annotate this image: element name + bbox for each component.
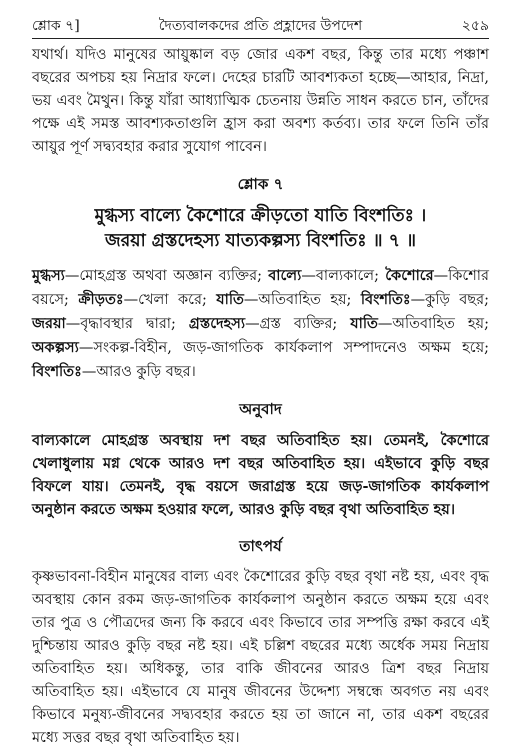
chapter-title: দৈত্যবালকদের প্রতি প্রহ্লাদের উপদেশ [158, 18, 363, 34]
synonym-term: গ্রস্তদেহস্য [188, 315, 246, 332]
synonym-term: ক্রীড়তঃ [78, 291, 124, 308]
page-content [32, 44, 489, 750]
synonym-term: জরয়া [32, 315, 66, 332]
synonym-meaning: —বাল্যকালে; [301, 268, 386, 284]
synonym-meaning: —কিশোর বয়সে; [32, 268, 489, 308]
synonym-term: যাতি [350, 315, 378, 332]
translation-paragraph: বাল্যকালে মোহগ্রস্ত অবস্থায় দশ বছর অতিবাহিত হয়। তেমনই, কৈশোরে খেলাধুলায় মগ্ন থেকে আরও দশ বছর অতিবাহিত হয়। এইভাবে কুড়ি বছর বিফলে যায়। তেমনই, বৃদ্ধ বয়সে জরাগ্রস্ত হয়ে জড়-জাগতিক কার্যকলাপ অনুষ্ঠান করতে অক্ষম হওয়ার ফলে, আরও কুড়ি বছর বৃথা অতিবাহিত হয়। [32, 432, 489, 518]
synonym-meaning: —মোহগ্রস্ত অথবা অজ্ঞান ব্যক্তির; [64, 268, 269, 284]
synonym-term: বিংশতিঃ [360, 291, 411, 308]
verse-line-1: মুগ্ধস্য বাল্যে কৈশোরে ক্রীড়তো যাতি বিংশতিঃ । [94, 206, 427, 226]
synonym-term: বিংশতিঃ [32, 363, 82, 380]
synonym-meaning: —গ্রস্ত ব্যক্তির; [245, 316, 351, 332]
synonym-term: কৈশোরে [385, 267, 434, 284]
synonym-term: অকল্পস্য [32, 339, 79, 356]
verse-reference: শ্লোক ৭] [32, 18, 80, 34]
synonym-meaning: —খেলা করে; [123, 292, 217, 308]
synonym-term: বাল্যে [268, 267, 302, 284]
translation-heading: অনুবাদ [239, 400, 282, 418]
page-number: ২৫৯ [461, 18, 489, 34]
synonym-meaning: —অতিবাহিত হয়; [377, 316, 489, 332]
synonym-meaning: —কুড়ি বছর; [410, 292, 489, 308]
verse-line-2: জরয়া গ্রস্তদেহস্য যাত্যকল্পস্য বিংশতিঃ ॥ ৭ ॥ [105, 231, 416, 251]
purport-paragraph: কৃষ্ণভাবনা-বিহীন মানুষের বাল্য এবং কৈশোরের কুড়ি বছর বৃথা নষ্ট হয়, এবং বৃদ্ধ অবস্থায় কোন রকম জড়-জাগতিক কার্যকলাপ অনুষ্ঠান করতে অক্ষম হয়ে এবং তার পুত্র ও পৌত্রদের জন্য কি করবে এবং কিভাবে তার সম্পত্তি রক্ষা করবে এই দুশ্চিন্তায় আরও কুড়ি বছর নষ্ট হয়। এই চল্লিশ বছরের মধ্যে অর্ধেক সময় নিদ্রায় অতিবাহিত হয়। অধিকন্তু, তার বাকি জীবনের আরও ত্রিশ বছর নিদ্রায় অতিবাহিত হয়। এইভাবে যে মানুষ জীবনের উদ্দেশ্য সম্বন্ধে অবগত নয় এবং কিভাবে মনুষ্য-জীবনের সদ্ব্যবহার করতে হয় তা জানে না, তার একশ বছরের মধ্যে সত্তর বছর বৃথা অতিবাহিত হয়। [32, 569, 489, 746]
synonym-term: যাতি [216, 291, 244, 308]
synonyms-paragraph [32, 264, 489, 384]
verse-heading: শ্লোক ৭ [237, 175, 284, 193]
header-rule [32, 38, 489, 39]
intro-paragraph: যথার্থ। যদিও মানুষের আয়ুষ্কাল বড় জোর একশ বছর, কিন্তু তার মধ্যে পঞ্চাশ বছরের অপচয় হয় নিদ্রার ফলে। দেহের চারটি আবশ্যকতা হচ্ছে—আহার, নিদ্রা, ভয় এবং মৈথুন। কিন্তু যাঁরা আধ্যাত্মিক চেতনায় উন্নতি সাধন করতে চান, তাঁদের পক্ষে এই সমস্ত আবশ্যকতাগুলি হ্রাস করা অবশ্য কর্তব্য। তার ফলে তিনি তাঁর আয়ুর পূর্ণ সদ্ব্যবহার করার সুযোগ পাবেন। [32, 47, 489, 155]
synonym-meaning: —আরও কুড়ি বছর। [81, 364, 196, 380]
synonym-meaning: —বৃদ্ধাবস্থার দ্বারা; [65, 316, 189, 332]
purport-heading: তাৎপর্য [239, 537, 282, 555]
synonym-meaning: —অতিবাহিত হয়; [243, 292, 361, 308]
synonym-term: মুগ্ধস্য [32, 267, 65, 284]
page-header [32, 14, 489, 36]
synonym-meaning: —সংকল্প-বিহীন, জড়-জাগতিক কার্যকলাপ সম্পাদনেও অক্ষম হয়ে; [78, 340, 489, 356]
